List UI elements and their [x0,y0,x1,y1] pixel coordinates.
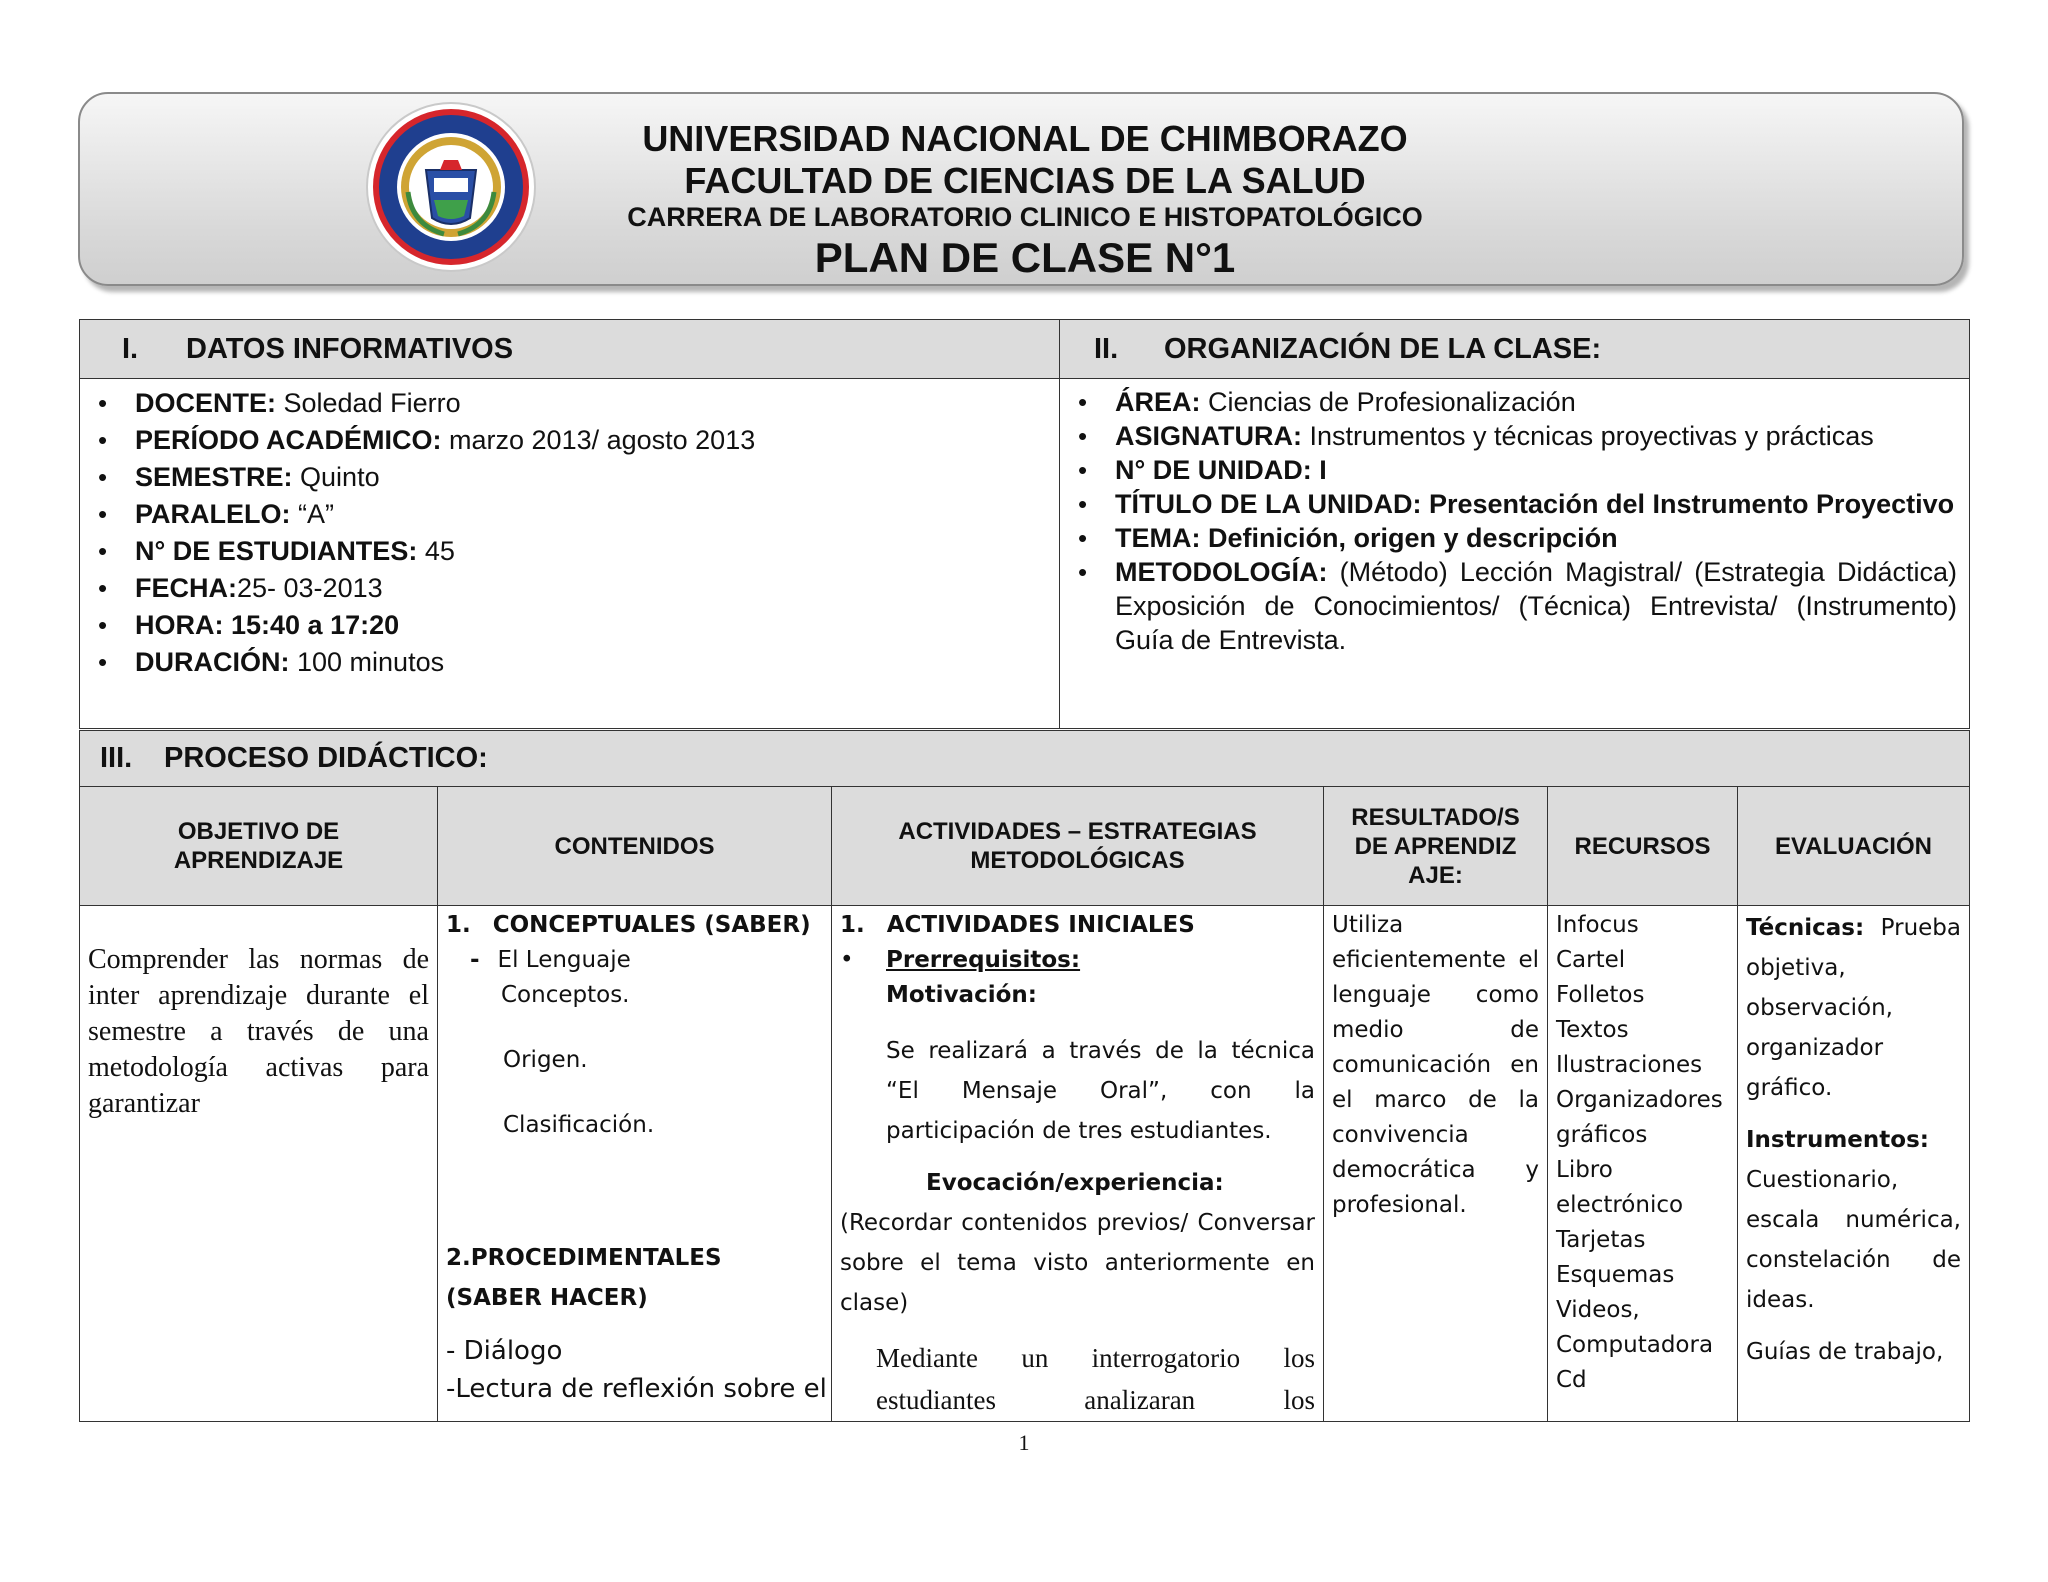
list-item: • DURACIÓN: 100 minutos [80,644,1047,681]
list-item: • FECHA:25- 03-2013 [80,570,1047,607]
section1-numeral: I. [122,332,139,365]
section3-header [80,731,1970,787]
section2-header [1060,320,1970,379]
list-item: Clasificación. [503,1112,655,1138]
interrogatorio-text: Mediante un interrogatorio los estudiantes analizaran los [876,1343,1315,1415]
list-item: Computadora [1556,1332,1714,1358]
resultados-cell [1324,906,1548,1422]
motivacion-text: Se realizará a través de la técnica “El Mensaje Oral”, con la participación de tres estudiantes. [886,1038,1315,1144]
guias-text: Guías de trabajo, [1746,1339,1944,1365]
list-item: • DOCENTE: Soledad Fierro [80,385,1047,422]
section2-title: ORGANIZACIÓN DE LA CLASE: [1164,332,1602,365]
instrumentos-text: Cuestionario, escala numérica, constelación de ideas. [1746,1167,1961,1313]
evaluacion-cell [1738,906,1970,1422]
datos-informativos-cell [80,379,1060,729]
evocacion-paragraph: Evocación/experiencia:(Recordar contenidos previos/ Conversar sobre el tema visto anteriormente en clase) [840,1170,1315,1316]
faculty-name: FACULTAD DE CIENCIAS DE LA SALUD [684,160,1366,201]
section3-numeral: III. [100,742,133,774]
actividades-iniciales-heading: ACTIVIDADES INICIALES [886,912,1195,938]
list-item: • N° DE UNIDAD: I [1060,453,1957,487]
page-number: 1 [1018,1430,1030,1455]
list-item: Tarjetas [1556,1227,1646,1253]
instrumentos-label: Instrumentos: [1746,1127,1929,1153]
list-item: • PARALELO: “A” [80,496,1047,533]
organizacion-cell [1060,379,1970,729]
resultados-text: Utiliza eficientemente el lenguaje como medio de comunicación en el marco de la convivencia democrática y profesional. [1332,912,1539,1218]
list-item: Conceptos. [501,982,630,1008]
list-item: Cd [1556,1367,1587,1393]
objetivo-text: Comprender las normas de inter aprendizaje durante el semestre a través de una metodología activas para garantizar [88,944,429,1119]
plan-title: PLAN DE CLASE N°1 [814,234,1236,281]
column-header: ACTIVIDADES – ESTRATEGIAS METODOLÓGICAS [832,787,1324,906]
list-item: • N° DE ESTUDIANTES: 45 [80,533,1047,570]
list-item: Esquemas [1556,1262,1675,1288]
list-item: • PERÍODO ACADÉMICO: marzo 2013/ agosto 2013 [80,422,1047,459]
conceptuales-heading: CONCEPTUALES (SABER) [492,912,811,938]
motivacion-label: Motivación: [886,982,1037,1008]
column-header: RESULTADO/S DE APRENDIZ AJE: [1324,787,1548,906]
list-item: • TEMA: Definición, origen y descripción [1060,521,1957,555]
list-item: Folletos [1556,982,1645,1008]
objetivo-cell [80,906,438,1422]
list-item: • ASIGNATURA: Instrumentos y técnicas proyectivas y prácticas [1060,419,1957,453]
list-item: - Diálogo [446,1336,563,1366]
list-item: Libro electrónico [1556,1157,1684,1218]
list-item: Videos, [1556,1297,1640,1323]
list-item: • METODOLOGÍA: (Método) Lección Magistral/ (Estrategia Didáctica) Exposición de Conocimientos/ (Técnica) Entrevista/ (Instrumento) Guía de Entrevista. [1060,555,1957,657]
career-name: CARRERA DE LABORATORIO CLINICO E HISTOPATOLÓGICO [627,202,1423,232]
section2-numeral: II. [1094,332,1119,365]
prerrequisitos-label: Prerrequisitos: [886,947,1081,973]
list-item: Ilustraciones [1556,1052,1703,1078]
list-item: • SEMESTRE: Quinto [80,459,1047,496]
actividades-cell: 1. ACTIVIDADES INICIALES • Prerrequisitos: Motivación: Se realizará a través de la técnica “El Mensaje Oral”, con la participación de tres estudiantes. Evocación/experiencia:(Recordar contenidos previos/ Conversar sobre el tema visto anteriormente en clase) Mediante un interrogatorio los estudiantes analizaran los [832,906,1324,1422]
section1-header [80,320,1060,379]
university-name: UNIVERSIDAD NACIONAL DE CHIMBORAZO [642,118,1408,159]
section1-title: DATOS INFORMATIVOS [186,332,514,365]
list-item: Cartel [1556,947,1626,973]
list-item: El Lenguaje [497,947,631,973]
contenidos-cell: 1. CONCEPTUALES (SABER) - El Lenguaje Conceptos. Origen. Clasificación. 2.PROCEDIMENTALES (SABER HACER) - Diálogo -Lectura de reflexión sobre el [438,906,832,1422]
list-item: Origen. [503,1047,588,1073]
list-item: • TÍTULO DE LA UNIDAD: Presentación del Instrumento Proyectivo [1060,487,1957,521]
procedimentales-heading: 2.PROCEDIMENTALES (SABER HACER) [446,1245,722,1311]
list-item: Infocus [1556,912,1639,938]
organizacion-list [1060,385,1969,657]
section3-title: PROCESO DIDÁCTICO: [164,742,488,774]
list-item: -Lectura de reflexión sobre el [446,1374,827,1404]
recursos-cell [1548,906,1738,1422]
column-header: CONTENIDOS [438,787,832,906]
list-item: • HORA: 15:40 a 17:20 [80,607,1047,644]
datos-list [80,385,1059,681]
tecnicas-text: Técnicas: Prueba objetiva, observación, organizador gráfico. [1746,915,1961,1101]
column-header: OBJETIVO DE APRENDIZAJE [80,787,438,906]
list-item: Organizadores gráficos [1556,1087,1723,1148]
list-item: • ÁREA: Ciencias de Profesionalización [1060,385,1957,419]
list-item: Textos [1556,1017,1629,1043]
proceso-table [79,730,1970,1422]
datos-table [79,319,1970,729]
column-header: RECURSOS [1548,787,1738,906]
column-header: EVALUACIÓN [1738,787,1970,906]
